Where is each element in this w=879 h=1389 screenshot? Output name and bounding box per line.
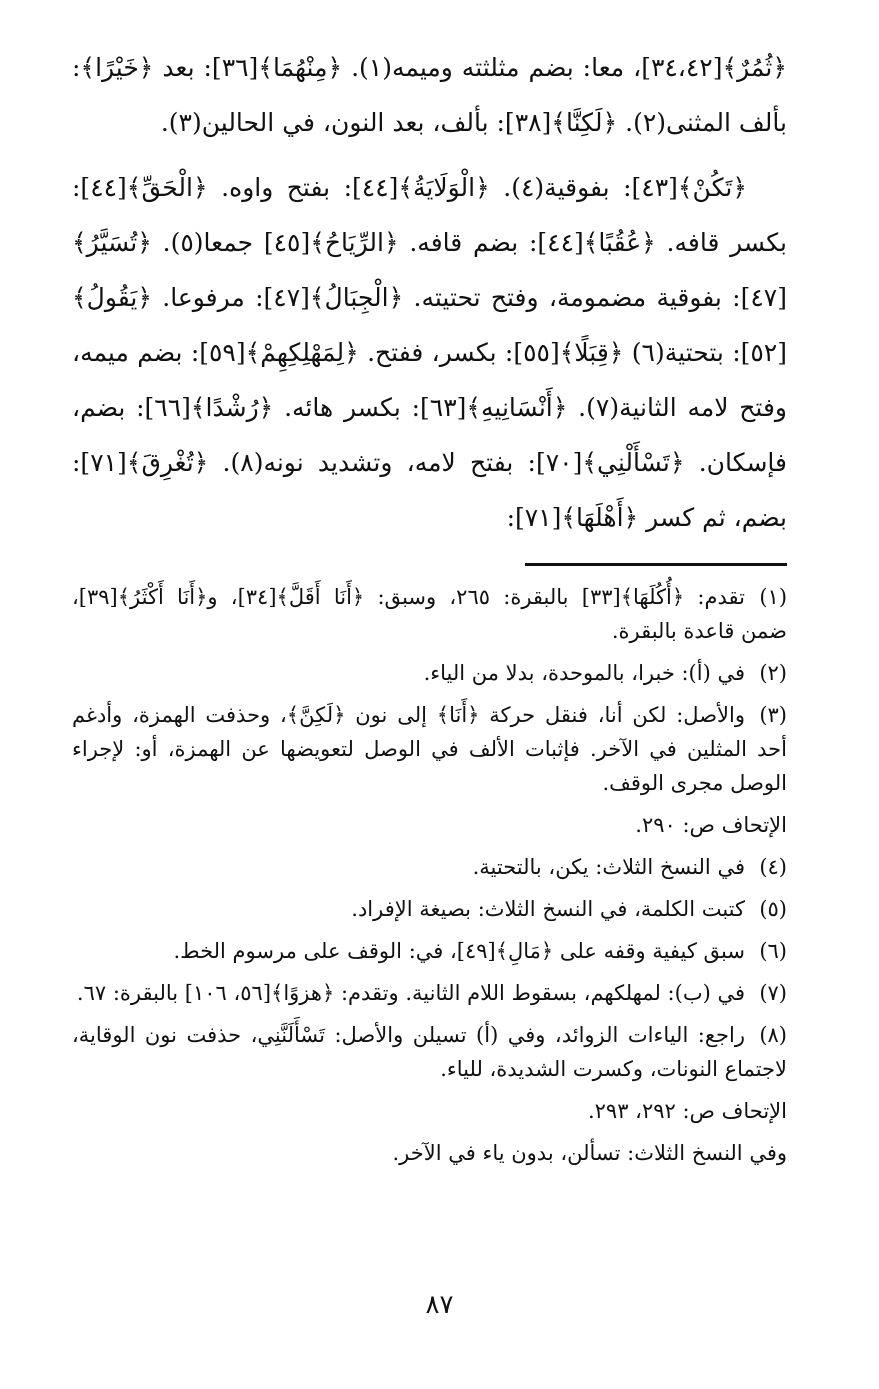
footnote-number: (٦)	[759, 939, 787, 963]
page-number: ٨٧	[425, 1290, 454, 1320]
footnote-number: (٤)	[759, 855, 787, 879]
footnote-continuation: الإتحاف ص: ٢٩٢، ٢٩٣.	[587, 1099, 787, 1123]
main-text	[72, 40, 787, 545]
footnote	[72, 934, 787, 968]
footnote	[72, 698, 787, 800]
footnote	[72, 580, 787, 648]
footnote-number: (١)	[759, 585, 788, 609]
footnote	[72, 976, 787, 1010]
footnote-text: تقدم: ﴿أُكُلَهَا﴾[٣٣] بالبقرة: ٢٦٥، وسبق: ﴿أَنَا أَقَلَّ﴾[٣٤]، و﴿أَنَا أَكْثَرُ﴾[٣٩]، ضمن قاعدة بالبقرة.	[72, 585, 787, 643]
footnote-separator	[525, 563, 787, 566]
footnote-number: (٣)	[759, 703, 787, 727]
footnote-number: (٧)	[759, 981, 787, 1005]
footnote	[72, 850, 787, 884]
footnote-number: (٢)	[759, 661, 787, 685]
footnote-text: والأصل: لكن أنا، فنقل حركة ﴿أَنَا﴾ إلى نون ﴿لَكِنَّ﴾، وحذفت الهمزة، وأدغم أحد المثلين في الآخر. فإثبات الألف في الوصل لتعويضها عن الهمزة، أو: لإجراء الوصل مجرى الوقف.	[72, 703, 787, 795]
footnote-continuation: وفي النسخ الثلاث: تسألن، بدون ياء في الآخر.	[392, 1141, 787, 1165]
footnote	[72, 1018, 787, 1086]
footnote-text: في (أ): خبرا، بالموحدة، بدلا من الياء.	[423, 661, 745, 685]
footnote-continuation: الإتحاف ص: ٢٩٠.	[635, 813, 787, 837]
footnote	[72, 892, 787, 926]
main-paragraph-1: ﴿ثُمُرٌ﴾[٣٤،٤٢]، معا: بضم مثلثته وميمه(١). ﴿مِنْهُمَا﴾[٣٦]: بعد ﴿خَيْرًا﴾: بألف المثنى(٢). ﴿لَكِنَّا﴾[٣٨]: بألف، بعد النون، في الحالين(٣).	[72, 53, 787, 137]
footnote-text: سبق كيفية وقفه على ﴿مَالِ﴾[٤٩]، في: الوقف على مرسوم الخط.	[173, 939, 745, 963]
footnote-text: في النسخ الثلاث: يكن، بالتحتية.	[472, 855, 745, 879]
footnotes	[72, 580, 787, 1170]
footnote-text: كتبت الكلمة، في النسخ الثلاث: بصيغة الإفراد.	[351, 897, 745, 921]
footnote-number: (٥)	[759, 897, 787, 921]
footnote-text: راجع: الياءات الزوائد، وفي (أ) تسيلن والأصل: تَسْأَلَنَّنِي، حذفت نون الوقاية، لاجتماع النونات، وكسرت الشديدة، للياء.	[72, 1023, 787, 1081]
footnote-text: في (ب): لمهلكهم، بسقوط اللام الثانية. وتقدم: ﴿هزوًا﴾[٥٦، ١٠٦] بالبقرة: ٦٧.	[76, 981, 745, 1005]
main-paragraph-2: ﴿تَكُنْ﴾[٤٣]: بفوقية(٤). ﴿الْوَلَايَةُ﴾[٤٤]: بفتح واوه. ﴿الْحَقِّ﴾[٤٤]: بكسر قافه. ﴿عُقُبًا﴾[٤٤]: بضم قافه. ﴿الرِّيَاحُ﴾[٤٥] جمعا(٥). ﴿تُسَيَّرُ﴾[٤٧]: بفوقية مضمومة، وفتح تحتيته. ﴿الْجِبَالُ﴾[٤٧]: مرفوعا. ﴿يَقُولُ﴾[٥٢]: بتحتية(٦) ﴿قِبَلًا﴾[٥٥]: بكسر، ففتح. ﴿لِمَهْلِكِهِمْ﴾[٥٩]: بضم ميمه، وفتح لامه الثانية(٧). ﴿أَنْسَانِيهِ﴾[٦٣]: بكسر هائه. ﴿رُشْدًا﴾[٦٦]: بضم، فإسكان. ﴿تَسْأَلْنِي﴾[٧٠]: بفتح لامه، وتشديد نونه(٨). ﴿تُغْرِقَ﴾[٧١]: بضم، ثم كسر ﴿أَهْلَهَا﴾[٧١]:	[72, 173, 788, 532]
footnote-number: (٨)	[759, 1023, 787, 1047]
footnote	[72, 656, 787, 690]
